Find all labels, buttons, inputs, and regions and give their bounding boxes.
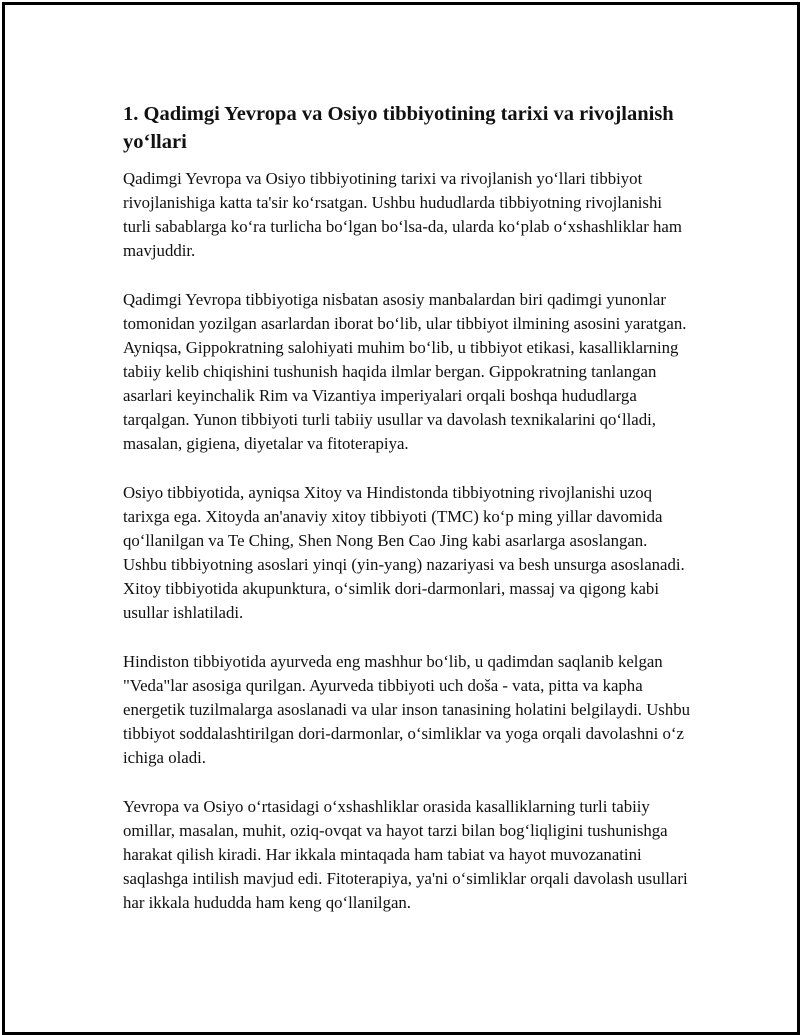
page-frame: [2, 2, 800, 1035]
paragraph-asia-china: Osiyo tibbiyotida, ayniqsa Xitoy va Hindistonda tibbiyotning rivojlanishi uzoq tarixga ega. Xitoyda an'anaviy xitoy tibbiyoti (TMC) ko‘p ming yillar davomida qo‘llanilgan va Te Ching, Shen Nong Ben Cao Jing kabi asarlarga asoslangan. Ushbu tibbiyotning asoslari yinqi (yin-yang) nazariyasi va besh unsurga asoslanadi. Xitoy tibbiyotida akupunktura, o‘simlik dori-darmonlari, massaj va qigong kabi usullar ishlatiladi.: [123, 483, 685, 622]
paragraph-europe: Qadimgi Yevropa tibbiyotiga nisbatan asosiy manbalardan biri qadimgi yunonlar tomonidan yozilgan asarlardan iborat bo‘lib, ular tibbiyot ilmining asosini yaratgan. Ayniqsa, Gippokratning salohiyati muhim bo‘lib, u tibbiyot etikasi, kasalliklarning tabiiy kelib chiqishini tushunish haqida ilmlar bergan. Gippokratning tanlangan asarlari keyinchalik Rim va Vizantiya imperiyalari orqali boshqa hududlarga tarqalgan. Yunon tibbiyoti turli tabiiy usullar va davolash texnikalarini qo‘lladi, masalan, gigiena, diyetalar va fitoterapiya.: [123, 290, 687, 453]
paragraph-intro: Qadimgi Yevropa va Osiyo tibbiyotining tarixi va rivojlanish yo‘llari tibbiyot rivojlanishiga katta ta'sir ko‘rsatgan. Ushbu hududlarda tibbiyotning rivojlanishi turli sabablarga ko‘ra turlicha bo‘lgan bo‘lsa-da, ularda ko‘plab o‘xshashliklar ham mavjuddir.: [123, 169, 682, 260]
paragraph-similarities: Yevropa va Osiyo o‘rtasidagi o‘xshashliklar orasida kasalliklarning turli tabiiy omillar, masalan, muhit, oziq-ovqat va hayot tarzi bilan bog‘liqligini tushunishga harakat qilish kiradi. Har ikkala mintaqada ham tabiat va hayot muvozanatini saqlashga intilish mavjud edi. Fitoterapiya, ya'ni o‘simliklar orqali davolash usullari har ikkala hududda ham keng qo‘llanilgan.: [123, 797, 688, 912]
document-body: [123, 100, 693, 915]
paragraph-india: Hindiston tibbiyotida ayurveda eng mashhur bo‘lib, u qadimdan saqlanib kelgan "Veda"lar asosiga qurilgan. Ayurveda tibbiyoti uch doša - vata, pitta va kapha energetik tuzilmalarga asoslanadi va ular inson tanasining holatini belgilaydi. Ushbu tibbiyot soddalashtirilgan dori-darmonlar, o‘simliklar va yoga orqali davolashni o‘z ichiga oladi.: [123, 652, 691, 767]
section-heading: 1. Qadimgi Yevropa va Osiyo tibbiyotining tarixi va rivojlanish yo‘llari: [123, 103, 674, 153]
